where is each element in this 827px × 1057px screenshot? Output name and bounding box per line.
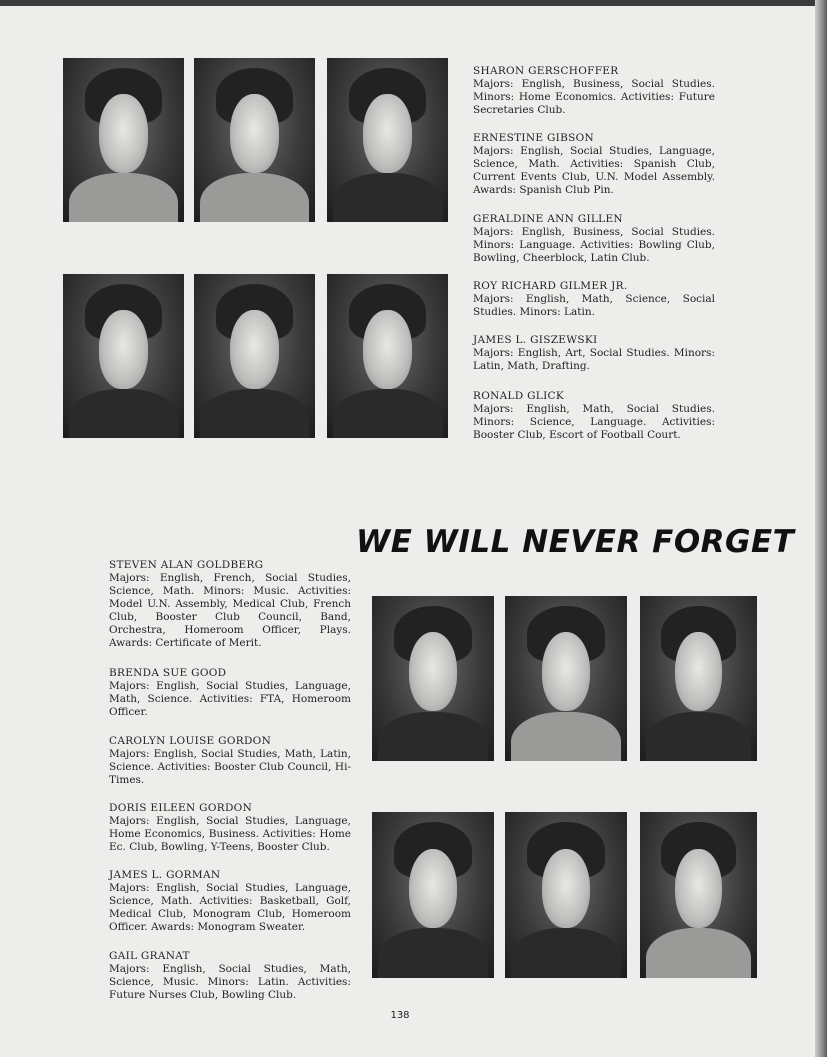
student-details: Majors: English, Social Studies, Language, Science, Math. Activities: Basketball, Golf, Medical Club, Monogram Club, Homeroom Officer. Awards: Monogram Sweater. bbox=[109, 882, 351, 933]
student-name: ROY RICHARD GILMER JR. bbox=[473, 280, 628, 292]
student-details: Majors: English, Math, Science, Social Studies. Minors: Latin. bbox=[473, 293, 715, 318]
student-name: ERNESTINE GIBSON bbox=[473, 132, 594, 144]
student-name: DORIS EILEEN GORDON bbox=[109, 802, 253, 814]
student-bio bbox=[109, 869, 351, 934]
student-details: Majors: English, French, Social Studies, Science, Math. Minors: Music. Activities: Model U.N. Assembly, Medical Club, French Club, Booster Club Council, Band, Orchestra, Homeroom Officer, Plays. Awards: Certificate of Merit. bbox=[109, 572, 351, 649]
portrait-photo bbox=[194, 58, 315, 222]
student-details: Majors: English, Social Studies, Language, Math, Science. Activities: FTA, Homeroom Officer. bbox=[109, 680, 351, 718]
student-name: GERALDINE ANN GILLEN bbox=[473, 213, 623, 225]
student-bio bbox=[473, 132, 715, 197]
portrait-photo bbox=[505, 812, 627, 978]
portrait-photo bbox=[372, 812, 494, 978]
student-bio bbox=[109, 950, 351, 1002]
student-bio bbox=[473, 334, 715, 373]
yearbook-page bbox=[0, 6, 815, 1057]
student-name: JAMES L. GISZEWSKI bbox=[473, 334, 598, 346]
student-details: Majors: English, Social Studies, Math, Latin, Science. Activities: Booster Club Council, Hi-Times. bbox=[109, 748, 351, 786]
student-name: CAROLYN LOUISE GORDON bbox=[109, 735, 272, 747]
student-details: Majors: English, Social Studies, Language, Home Economics, Business. Activities: Home Ec. Club, Bowling, Y-Teens, Booster Club. bbox=[109, 815, 351, 853]
page-binding-edge bbox=[815, 0, 827, 1057]
student-details: Majors: English, Social Studies, Language, Science, Math. Activities: Spanish Club, Current Events Club, U.N. Model Assembly. Awards: Spanish Club Pin. bbox=[473, 145, 715, 196]
student-details: Majors: English, Art, Social Studies. Minors: Latin, Math, Drafting. bbox=[473, 347, 715, 372]
portrait-photo bbox=[327, 274, 448, 438]
student-bio bbox=[473, 65, 715, 117]
portrait-photo bbox=[640, 812, 757, 978]
student-bio bbox=[109, 735, 351, 787]
student-name: RONALD GLICK bbox=[473, 390, 564, 402]
student-name: GAIL GRANAT bbox=[109, 950, 190, 962]
student-details: Majors: English, Business, Social Studies. Minors: Language. Activities: Bowling Club, Bowling, Cheerblock, Latin Club. bbox=[473, 226, 715, 264]
portrait-photo bbox=[372, 596, 494, 761]
portrait-photo bbox=[640, 596, 757, 761]
portrait-photo bbox=[194, 274, 315, 438]
student-name: SHARON GERSCHOFFER bbox=[473, 65, 619, 77]
student-name: STEVEN ALAN GOLDBERG bbox=[109, 559, 264, 571]
portrait-photo bbox=[63, 58, 184, 222]
student-details: Majors: English, Social Studies, Math, Science, Music. Minors: Latin. Activities: Future Nurses Club, Bowling Club. bbox=[109, 963, 351, 1001]
student-bio bbox=[473, 390, 715, 442]
page-number: 138 bbox=[390, 1010, 410, 1021]
page-headline: WE WILL NEVER FORGET bbox=[356, 524, 795, 560]
student-bio bbox=[109, 802, 351, 854]
student-details: Majors: English, Business, Social Studies. Minors: Home Economics. Activities: Future Secretaries Club. bbox=[473, 78, 715, 116]
student-bio bbox=[109, 559, 351, 650]
student-name: BRENDA SUE GOOD bbox=[109, 667, 227, 679]
student-name: JAMES L. GORMAN bbox=[109, 869, 221, 881]
portrait-photo bbox=[327, 58, 448, 222]
student-bio bbox=[473, 280, 715, 319]
student-details: Majors: English, Math, Social Studies. Minors: Science, Language. Activities: Booster Club, Escort of Football Court. bbox=[473, 403, 715, 441]
portrait-photo bbox=[505, 596, 627, 761]
student-bio bbox=[473, 213, 715, 265]
student-bio bbox=[109, 667, 351, 719]
portrait-photo bbox=[63, 274, 184, 438]
